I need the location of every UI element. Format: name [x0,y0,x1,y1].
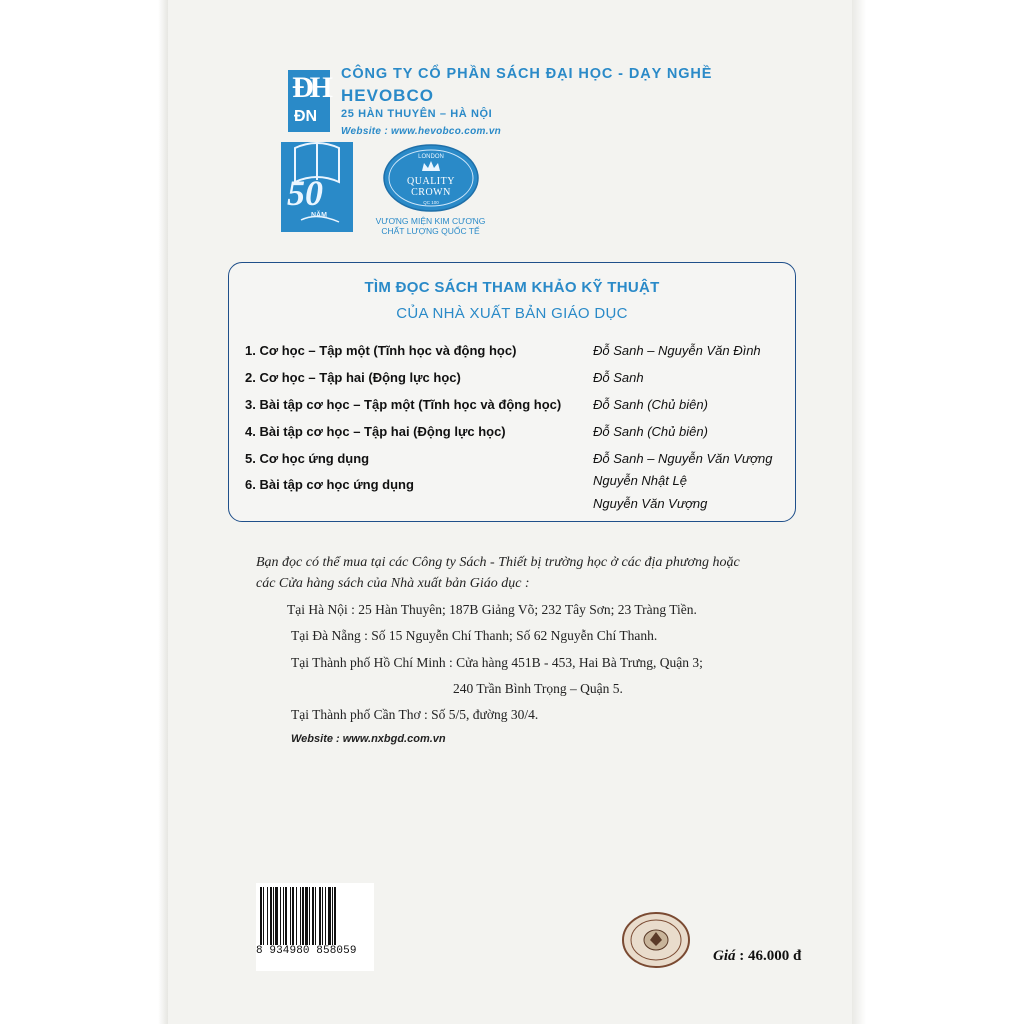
book-author: Đỗ Sanh – Nguyễn Văn Đình [593,343,761,358]
store-danang: Tại Đà Nẵng : Số 15 Nguyễn Chí Thanh; Số 62 Nguyễn Chí Thanh. [291,628,658,643]
book-author: Đỗ Sanh – Nguyễn Văn Vượng [593,451,773,466]
book-title: 5. Cơ học ứng dụng [245,451,370,466]
store-hcm: Tại Thành phố Hồ Chí Minh : Cửa hàng 451B - 453, Hai Bà Trưng, Quận 3; [291,655,703,670]
page-edge-right [852,0,866,1024]
price-value: : 46.000 đ [739,948,802,964]
stores-intro-line1: Bạn đọc có thể mua tại các Công ty Sách - Thiết bị trường học ở các địa phương hoặc [256,555,740,570]
store-cantho: Tại Thành phố Cần Thơ : Số 5/5, đường 30/4. [291,707,539,722]
publisher-website: Website : www.hevobco.com.vn [341,126,502,137]
book-author: Đỗ Sanh (Chủ biên) [593,424,708,439]
book-author-second: Nguyễn Văn Vượng [593,496,708,511]
book-author: Nguyễn Nhật Lệ [593,473,687,488]
price [713,948,801,965]
book-author: Đỗ Sanh [593,370,644,385]
crown-caption-line1: VƯƠNG MIỆN KIM CƯƠNG [375,216,486,226]
book-title: 3. Bài tập cơ học – Tập một (Tĩnh học và động học) [245,397,562,412]
page-edge-left [158,0,168,1024]
reference-subtitle: CỦA NHÀ XUẤT BẢN GIÁO DỤC [396,305,628,322]
publisher-name: CÔNG TY CỔ PHẦN SÁCH ĐẠI HỌC - DẠY NGHỀ [341,66,713,82]
book-title: 6. Bài tập cơ học ứng dụng [245,477,414,492]
book-title: 2. Cơ học – Tập hai (Động lực học) [245,370,461,385]
crown-top-text: LONDON [418,154,444,160]
crown-code: QC 100 [423,200,439,205]
crown-line2: CROWN [411,187,451,198]
anniversary-word: NĂM [311,212,327,219]
stores-intro-line2: các Cửa hàng sách của Nhà xuất bản Giáo dục : [256,576,530,591]
publisher-logo-subtext: ĐN [294,108,318,125]
book-title: 4. Bài tập cơ học – Tập hai (Động lực học) [245,424,506,439]
anniversary-logo [281,142,353,232]
reference-title: TÌM ĐỌC SÁCH THAM KHẢO KỸ THUẬT [364,279,660,296]
publisher-seal-stamp [620,910,692,970]
price-label: Giá [713,948,736,964]
stores-website: Website : www.nxbgd.com.vn [291,733,446,745]
book-author: Đỗ Sanh (Chủ biên) [593,397,708,412]
crown-caption-line2: CHẤT LƯỢNG QUỐC TẾ [381,226,480,236]
publisher-logo [288,70,330,132]
barcode-number: 8 934980 858059 [256,945,374,957]
book-title: 1. Cơ học – Tập một (Tĩnh học và động học) [245,343,517,358]
reference-books-box [228,262,796,522]
store-hanoi: Tại Hà Nội : 25 Hàn Thuyên; 187B Giảng Võ; 232 Tây Sơn; 23 Tràng Tiền. [287,602,697,617]
store-hcm-second: 240 Trần Bình Trọng – Quận 5. [453,681,623,696]
publisher-logo-text: ĐH [292,71,329,104]
anniversary-number: 50 [287,173,323,213]
publisher-brand: HEVOBCO [341,86,434,105]
crown-line1: QUALITY [407,176,455,187]
barcode-image [256,883,374,971]
quality-crown-badge [382,143,480,213]
publisher-address: 25 HÀN THUYÊN – HÀ NỘI [341,108,493,120]
